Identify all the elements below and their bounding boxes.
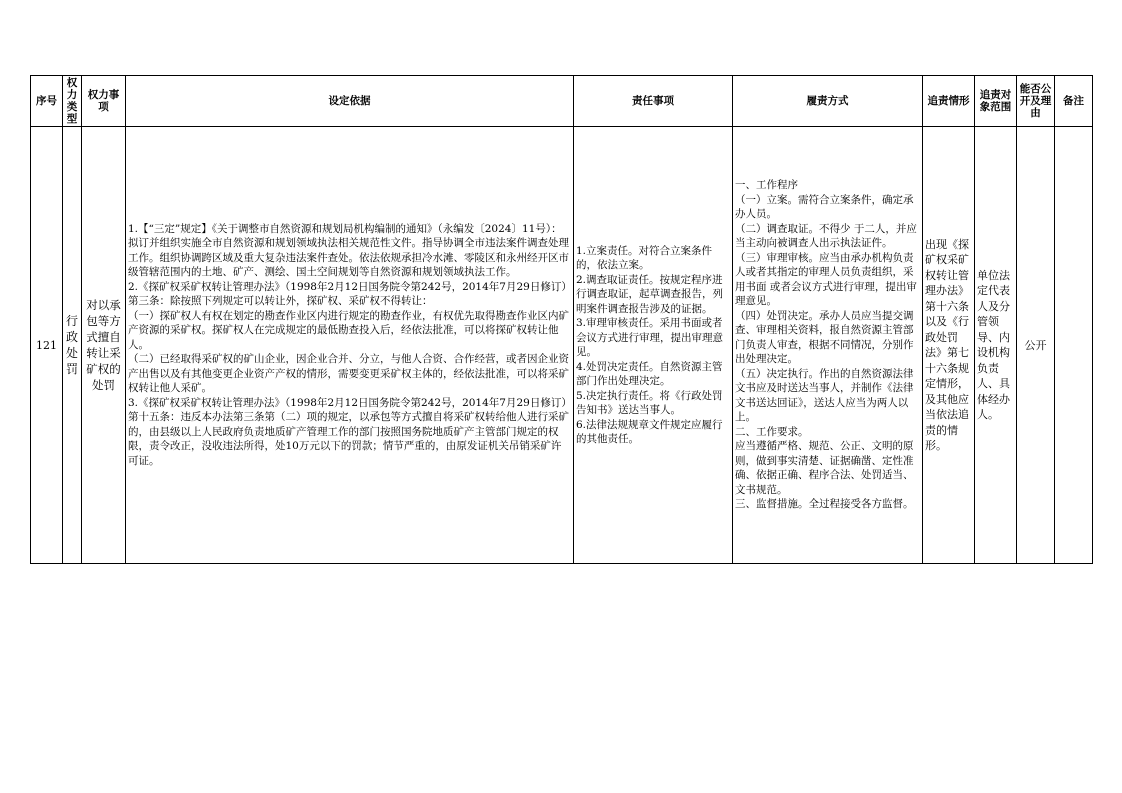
header-method: 履责方式: [733, 76, 923, 127]
cell-type: 行政处罚: [63, 127, 82, 564]
authority-table: [30, 75, 1093, 564]
cell-item: 对以承包等方式擅自转让采矿权的处罚: [82, 127, 126, 564]
method-line: 三、监督措施。全过程接受各方监督。: [735, 498, 914, 511]
method-line: （三）审理审核。应当由承办机构负责人或者其指定的审理人员负责组织，采用书面 或者会议方式进行审理，提出审理意见。: [735, 251, 917, 308]
basis-paragraph: （二）已经取得采矿权的矿山企业，因企业合并、分立，与他人合资、合作经营，或者因企业资产出售以及有其他变更企业资产产权的情形，需要变更采矿权主体的，经依法批准，可以将采矿权转让他人采矿。: [128, 353, 569, 395]
duty-item: 2.调查取证责任。按规定程序进行调查取证，起草调查报告，列明案件调查报告涉及的证据。: [576, 273, 723, 315]
cell-accountability: 出现《探矿权采矿权转让管理办法》第十六条以及《行政处罚法》第七十六条规定情形，及其他应当依法追责的情形。: [923, 127, 975, 564]
header-accountability: 追责情形: [923, 76, 975, 127]
header-duty: 责任事项: [574, 76, 733, 127]
cell-public: 公开: [1017, 127, 1055, 564]
method-line: 一、工作程序: [735, 179, 798, 192]
header-basis: 设定依据: [126, 76, 574, 127]
duty-item: 6.法律法规规章文件规定应履行的其他责任。: [576, 418, 723, 445]
method-line: （二）调查取证。不得少 于二人，并应当主动向被调查人出示执法证件。: [735, 222, 917, 250]
cell-basis: [126, 127, 574, 564]
duty-item: 1.立案责任。对符合立案条件的，依法立案。: [576, 244, 713, 271]
basis-paragraph: 1.【“三定”规定】《关于调整市自然资源和规划局机构编制的通知》（永编发〔2024〕11号）：拟订并组织实施全市自然资源和规划领域执法相关规范性文件。指导协调全市违法案件调查处理工作。组织协调跨区域及重大复杂违法案件查处。依法依规承担冷水滩、零陵区和永州经开区市级管辖范围内的土地、矿产、测绘、国土空间规划等自然资源和规划领域执法工作。: [128, 222, 569, 279]
header-scope: 追责对象范围: [975, 76, 1017, 127]
header-seq: 序号: [31, 76, 63, 127]
header-item: 权力事项: [82, 76, 126, 127]
duty-item: 5.决定执行责任。将《行政处罚告知书》送达当事人。: [576, 389, 723, 416]
cell-note: [1055, 127, 1093, 564]
method-line: （四）处罚决定。承办人员应当提交调查、审理相关资料，报自然资源主管部门负责人审查，根据不同情况，分别作出处理决定。: [735, 309, 914, 366]
header-row: [31, 76, 1093, 127]
duty-item: 3.审理审核责任。采用书面或者会议方式进行审理，提出审理意见。: [576, 317, 723, 358]
cell-method: [733, 127, 923, 564]
basis-paragraph: 2.《探矿权采矿权转让管理办法》（1998年2月12日国务院令第242号，2014年7月29日修订）第三条：除按照下列规定可以转让外，探矿权、采矿权不得转让：: [128, 280, 567, 308]
header-public: 能否公开及理由: [1017, 76, 1055, 127]
header-note: 备注: [1055, 76, 1093, 127]
cell-scope: 单位法定代表人及分管领导、内设机构负责人、具体经办人。: [975, 127, 1017, 564]
method-line: （五）决定执行。作出的自然资源法律文书应及时送达当事人，并制作《法律文书送达回证》，送达人应当为两人以上。: [735, 367, 914, 424]
cell-seq: 121: [31, 127, 63, 564]
duty-item: 4.处罚决定责任。自然资源主管部门作出处理决定。: [576, 360, 723, 387]
basis-paragraph: （一）探矿权人有权在划定的勘查作业区内进行规定的勘查作业，有权优先取得勘查作业区内矿产资源的采矿权。探矿权人在完成规定的最低勘查投入后，经依法批准，可以将探矿权转让他人。: [128, 309, 569, 351]
header-type: 权力类型: [63, 76, 82, 127]
method-line: 应当遵循严格、规范、公正、文明的原则，做到事实清楚、证据确凿、定性准确、依据正确、程序合法、处罚适当、文书规范。: [735, 440, 914, 496]
method-line: （一）立案。需符合立案条件，确定承办人员。: [735, 193, 914, 221]
method-line: 二、工作要求。: [735, 425, 809, 438]
table-row: [31, 127, 1093, 564]
basis-paragraph: 3.《探矿权采矿权转让管理办法》（1998年2月12日国务院令第242号，2014年7月29日修订）第十五条：违反本办法第三条第（二）项的规定，以承包等方式擅自将采矿权转给他人进行采矿的，由县级以上人民政府负责地质矿产管理工作的部门按照国务院地质矿产主管部门规定的权限，责令改正，没收违法所得，处10万元以下的罚款；情节严重的，由原发证机关吊销采矿许可证。: [128, 396, 569, 467]
cell-duty: [574, 127, 733, 564]
